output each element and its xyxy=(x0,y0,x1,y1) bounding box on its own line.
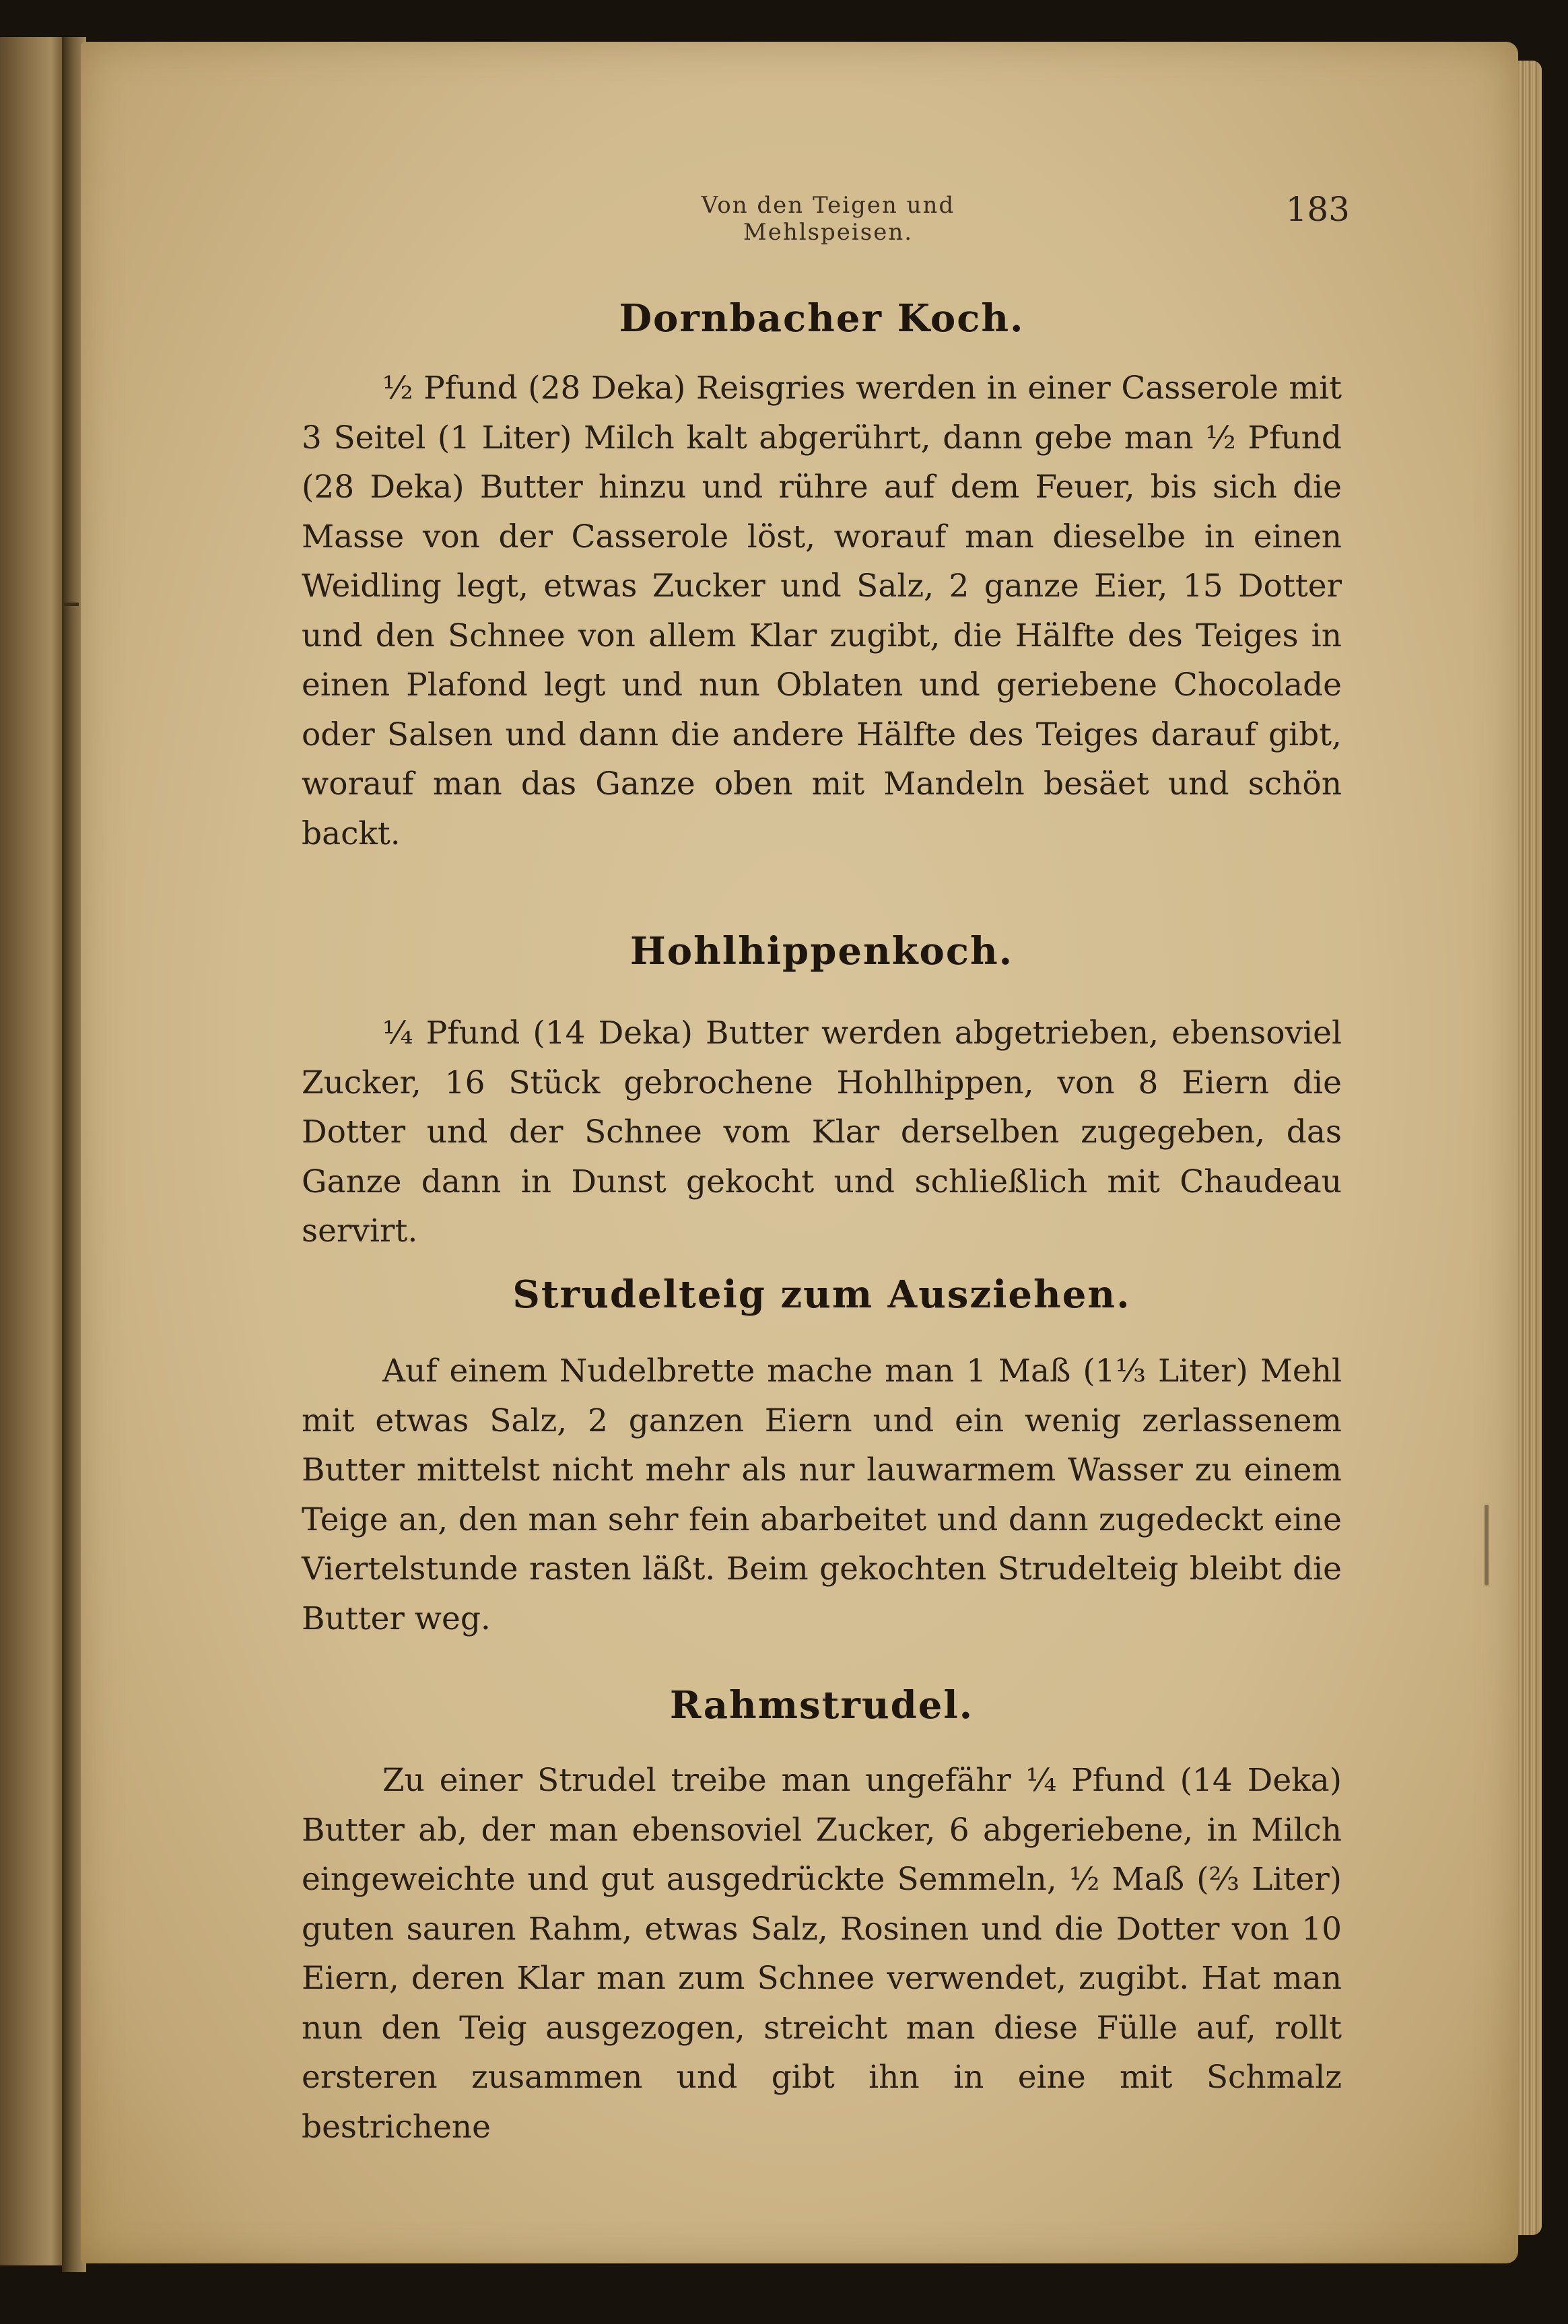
recipe-title: Strudelteig zum Ausziehen. xyxy=(512,1272,1131,1317)
scan-mark xyxy=(1485,1505,1489,1585)
page-number: 183 xyxy=(1285,190,1350,229)
scan-mark xyxy=(64,603,79,606)
left-page-edge xyxy=(0,37,64,2265)
recipe-text: ¼ Pfund (14 Deka) Butter werden abgetrieben, ebensoviel Zucker, 16 Stück gebrochene Hohlhippen, von 8 Eiern die Dotter und der Schnee vom Klar derselben zugegeben, das Ganze dann in Dunst gekocht und schließlich mit Chaudeau servirt. xyxy=(302,1015,1342,1250)
running-head: Von den Teigen und Mehlspeisen. xyxy=(701,192,955,246)
recipe-text: Auf einem Nudelbrette mache man 1 Maß (1⅓ Liter) Mehl mit etwas Salz, 2 ganzen Eiern und ein wenig zerlassenem Butter mittelst nicht mehr als nur lauwarmem Wasser zu einem Teige an, den man sehr fein abarbeitet und dann zugedeckt eine Viertelstunde rasten läßt. Beim gekochten Strudelteig bleibt die Butter weg. xyxy=(302,1353,1342,1637)
recipe-text: Zu einer Strudel treibe man ungefähr ¼ Pfund (14 Deka) Butter ab, der man ebensoviel Zucker, 6 abgeriebene, in Milch eingeweichte und gut ausgedrückte Semmeln, ½ Maß (⅔ Liter) guten sauren Rahm, etwas Salz, Rosinen und die Dotter von 10 Eiern, deren Klar man zum Schnee verwendet, zugibt. Hat man nun den Teig ausgezogen, streicht man diese Fülle auf, rollt ersteren zusammen und gibt ihn in eine mit Schmalz bestrichene xyxy=(302,1762,1342,2146)
recipe-title: Rahmstrudel. xyxy=(669,1683,974,1728)
recipe-title: Hohlhippenkoch. xyxy=(629,929,1014,973)
recipe-title: Dornbacher Koch. xyxy=(619,296,1025,341)
recipe-text: ½ Pfund (28 Deka) Reisgries werden in einer Casserole mit 3 Seitel (1 Liter) Milch kalt abgerührt, dann gebe man ½ Pfund (28 Deka) Butter hinzu und rühre auf dem Feuer, bis sich die Masse von der Casserole löst, worauf man dieselbe in einen Weidling legt, etwas Zucker und Salz, 2 ganze Eier, 15 Dotter und den Schnee von allem Klar zugibt, die Hälfte des Teiges in einen Plafond legt und nun Oblaten und geriebene Chocolade oder Salsen und dann die andere Hälfte des Teiges darauf gibt, worauf man das Ganze oben mit Mandeln besäet und schön backt. xyxy=(302,370,1342,852)
